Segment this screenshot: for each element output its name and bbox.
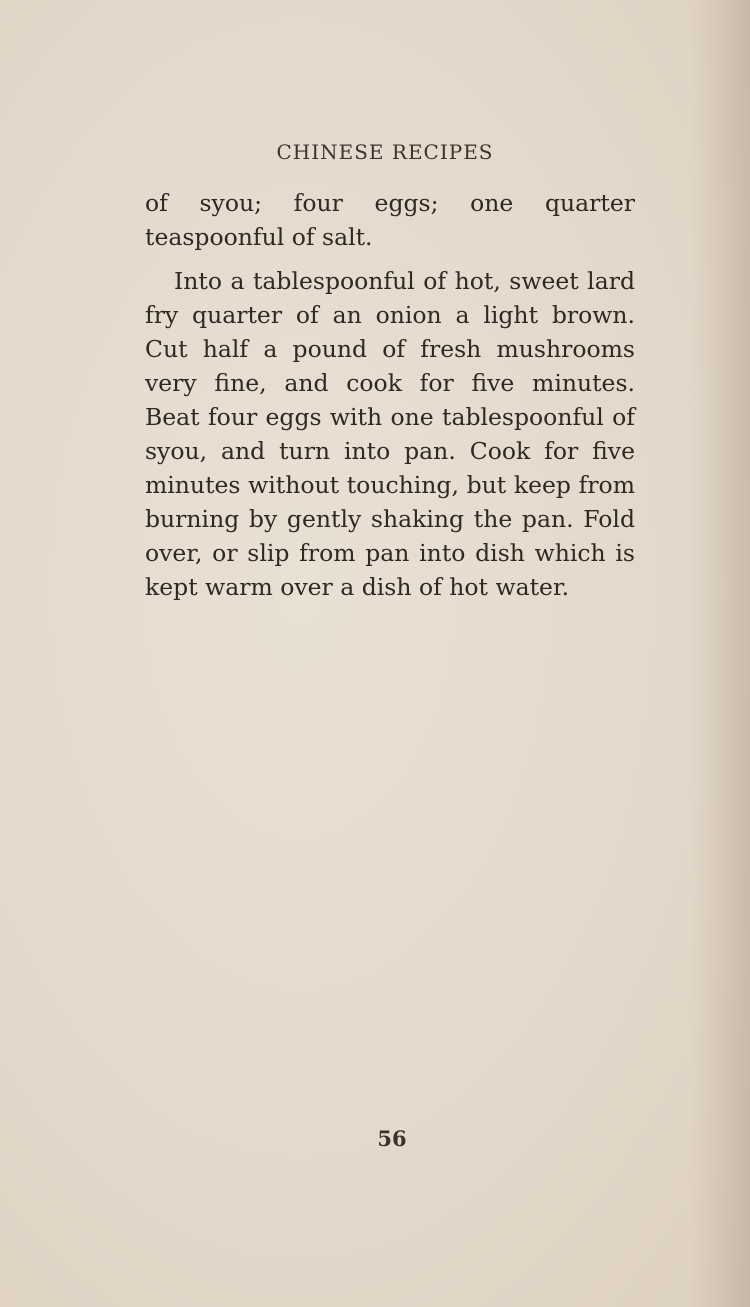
paragraph-continuation: of syou; four eggs; one quarter teaspoonful of salt. [145,189,635,251]
paragraph-instructions: Into a tablespoonful of hot, sweet lard fry quarter of an onion a light brown. Cut half a pound of fresh mushrooms very fine, and cook for five minutes. Beat four eggs with one tablespoonful of syou, and turn into pan. Cook for five minutes without touching, but keep from burning by gently shaking the pan. Fold over, or slip from pan into dish which is kept warm over a dish of hot water. [145,267,635,601]
page-number: 56 [377,1126,407,1151]
recipe-text [145,186,635,604]
running-head: CHINESE RECIPES [276,140,494,164]
